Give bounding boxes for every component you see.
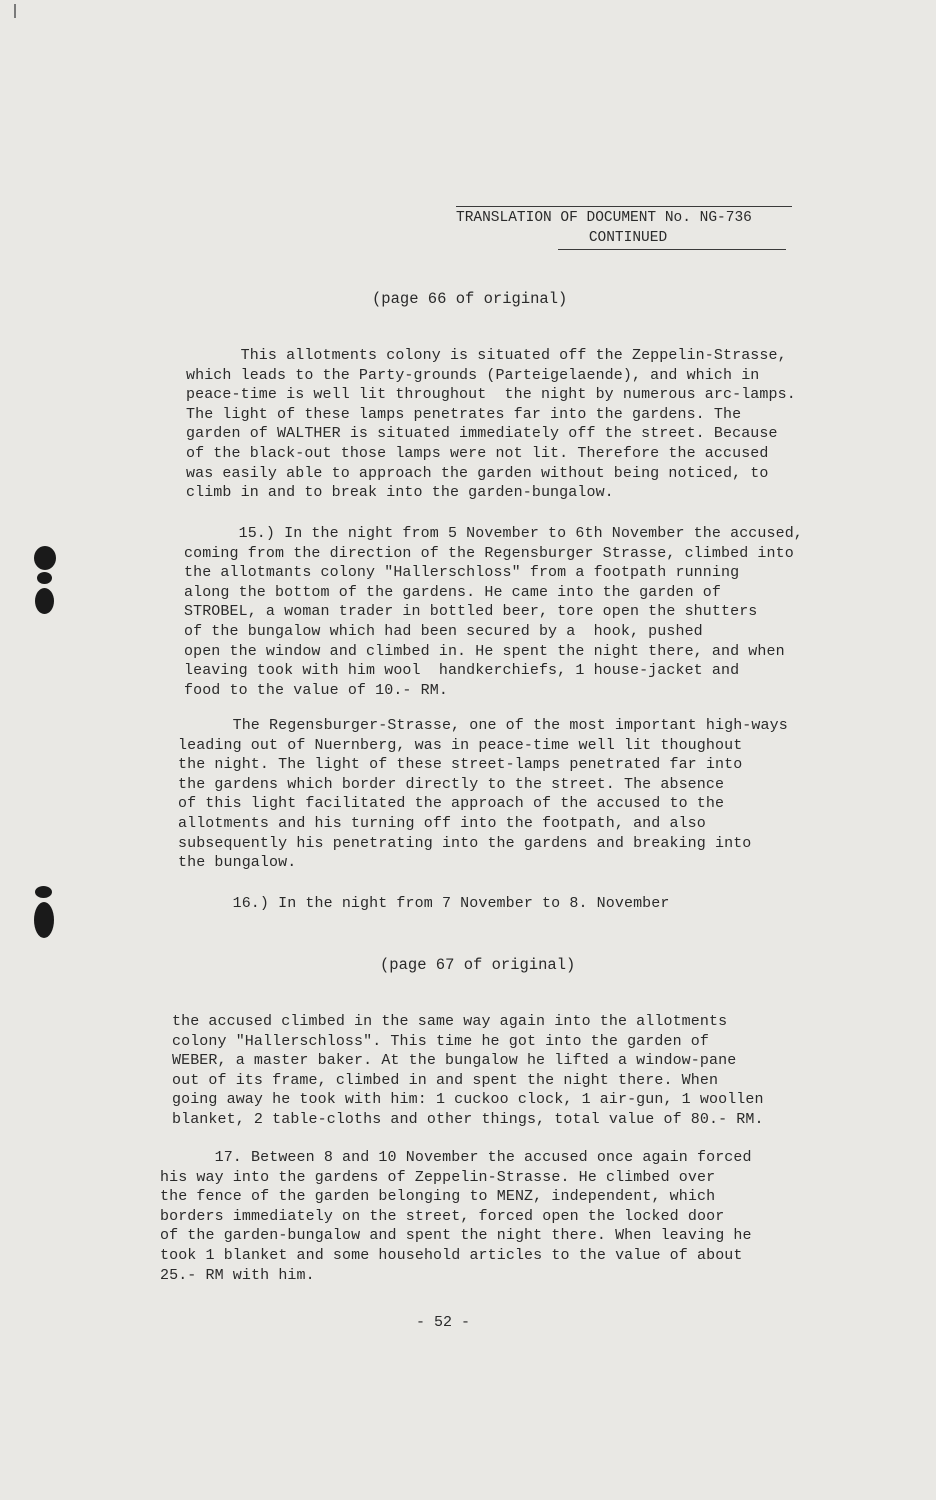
paragraph-item-15 — [184, 524, 803, 700]
text-line: the allotmants colony "Hallerschloss" from a footpath running — [184, 564, 740, 582]
text-line: coming from the direction of the Regensburger Strasse, climbed into — [184, 544, 794, 562]
text-line: of the garden-bungalow and spent the night there. When leaving he — [160, 1227, 752, 1245]
text-line: the bungalow. — [178, 854, 297, 872]
text-line: of the bungalow which had been secured by a hook, pushed — [184, 622, 703, 640]
punch-hole — [35, 588, 54, 614]
text-line: which leads to the Party-grounds (Parteigelaende), and which in — [186, 366, 760, 384]
text-line: food to the value of 10.- RM. — [184, 681, 448, 699]
text-line: allotments and his turning off into the footpath, and also — [178, 814, 706, 832]
text-line: took 1 blanket and some household articles to the value of about — [160, 1246, 743, 1264]
document-header — [456, 206, 792, 250]
text-line: STROBEL, a woman trader in bottled beer, tore open the shutters — [184, 603, 758, 621]
corner-mark — [14, 4, 16, 18]
text-line: borders immediately on the street, forced open the locked door — [160, 1207, 725, 1225]
text-line: WEBER, a master baker. At the bungalow he lifted a window-pane — [172, 1052, 737, 1070]
text-line: The Regensburger-Strasse, one of the most important high-ways — [178, 717, 788, 734]
page-number: - 52 - — [416, 1314, 471, 1331]
text-line: the fence of the garden belonging to MENZ, independent, which — [160, 1188, 716, 1206]
paragraph-item-17 — [160, 1148, 752, 1285]
paragraph-regensburger-strasse — [178, 716, 788, 873]
header-title: TRANSLATION OF DOCUMENT No. NG-736 — [456, 206, 792, 228]
text-line: 25.- RM with him. — [160, 1266, 315, 1284]
paragraph-colony-description — [186, 346, 796, 503]
text-line: of this light facilitated the approach of the accused to the — [178, 795, 725, 813]
text-line: subsequently his penetrating into the gardens and breaking into — [178, 834, 752, 852]
text-line: the accused climbed in the same way again into the allotments — [172, 1013, 728, 1030]
text-line: out of its frame, climbed in and spent the night there. When — [172, 1071, 719, 1089]
text-line: colony "Hallerschloss". This time he got into the garden of — [172, 1032, 709, 1050]
text-line: The light of these lamps penetrates far into the gardens. The — [186, 405, 742, 423]
punch-hole — [34, 546, 56, 570]
header-continued: CONTINUED — [588, 230, 668, 246]
punch-hole — [34, 902, 54, 938]
text-line: This allotments colony is situated off the Zeppelin-Strasse, — [186, 347, 787, 364]
page-mark-66: (page 66 of original) — [372, 290, 568, 308]
text-line: along the bottom of the gardens. He came into the garden of — [184, 583, 721, 601]
text-line: was easily able to approach the garden without being noticed, to — [186, 464, 769, 482]
text-line: climb in and to break into the garden-bungalow. — [186, 484, 614, 502]
text-line: his way into the gardens of Zeppelin-Strasse. He climbed over — [160, 1168, 716, 1186]
text-line: 15.) In the night from 5 November to 6th November the accused, — [184, 525, 803, 542]
text-line: open the window and climbed in. He spent the night there, and when — [184, 642, 785, 660]
text-line: garden of WALTHER is situated immediately off the street. Because — [186, 425, 778, 443]
header-underline — [558, 249, 786, 250]
text-line: the gardens which border directly to the street. The absence — [178, 775, 725, 793]
text-line: the night. The light of these street-lamps penetrated far into — [178, 756, 743, 774]
text-line: blanket, 2 table-cloths and other things, total value of 80.- RM. — [172, 1110, 764, 1128]
page-mark-67: (page 67 of original) — [380, 956, 576, 974]
punch-hole — [35, 886, 52, 898]
text-line: peace-time is well lit throughout the night by numerous arc-lamps. — [186, 386, 796, 404]
text-line: leading out of Nuernberg, was in peace-time well lit thoughout — [178, 736, 743, 754]
text-line: 16.) In the night from 7 November to 8. November — [178, 895, 670, 912]
text-line: going away he took with him: 1 cuckoo clock, 1 air-gun, 1 woollen — [172, 1091, 764, 1109]
text-line: of the black-out those lamps were not lit. Therefore the accused — [186, 444, 769, 462]
text-line: 17. Between 8 and 10 November the accused once again forced — [160, 1149, 752, 1166]
paragraph-item-16 — [178, 894, 669, 914]
paragraph-item-16-continued — [172, 1012, 764, 1130]
text-line: leaving took with him wool handkerchiefs, 1 house-jacket and — [184, 662, 740, 680]
punch-hole — [37, 572, 52, 584]
